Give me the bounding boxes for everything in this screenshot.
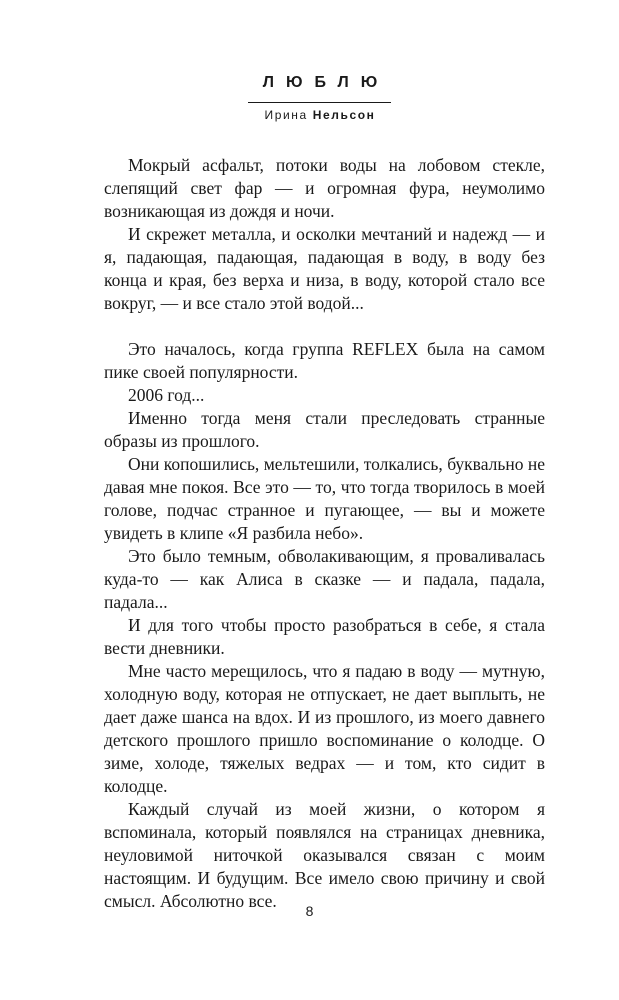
running-header — [0, 0, 619, 140]
header-rule — [248, 102, 391, 103]
author-name — [230, 108, 410, 122]
paragraph: Это началось, когда группа REFLEX была на самом пике своей популярности. — [104, 339, 545, 382]
paragraph: И скрежет металла, и осколки мечтаний и надежд — и я, падающая, падающая, падающая в воду, в воду без конца и края, без верха и низа, в воду, которой стало все вокруг, — и все стало этой водой... — [104, 224, 545, 313]
page-number: 8 — [305, 903, 314, 919]
paragraph: Мне часто мерещилось, что я падаю в воду — мутную, холодную воду, которая не отпускает, не дает выплыть, не дает даже шанса на вдох. И из прошлого, из моего давнего детского прошлого пришло воспоминание о колодце. О зиме, холоде, тяжелых ведрах — и том, кто сидит в колодце. — [104, 661, 545, 796]
book-title: ЛЮБЛЮ — [262, 74, 390, 91]
paragraph: Именно тогда меня стали преследовать странные образы из прошлого. — [104, 408, 545, 451]
paragraph: Мокрый асфальт, потоки воды на лобовом стекле, слепящий свет фар — и огромная фура, неумолимо возникающая из дождя и ночи. — [104, 155, 545, 221]
author-first-name: Ирина — [264, 108, 308, 122]
paragraph: Это было темным, обволакивающим, я проваливалась куда-то — как Алиса в сказке — и падала, падала, падала... — [104, 546, 545, 612]
author-last-name: Нельсон — [312, 108, 376, 122]
section-gap — [104, 315, 545, 338]
paragraph: Они копошились, мельтешили, толкались, буквально не давая мне покоя. Все это — то, что тогда творилось в моей голове, подчас странное и пугающее, — вы и можете увидеть в клипе «Я разбила небо». — [104, 454, 545, 543]
paragraph: И для того чтобы просто разобраться в себе, я стала вести дневники. — [104, 615, 545, 658]
page-body — [104, 154, 545, 913]
paragraph: Каждый случай из моей жизни, о котором я вспоминала, который появлялся на страницах дневника, неуловимой ниточкой оказывался связан с моим настоящим. И будущим. Все имело свою причину и свой смысл. Абсолютно все. — [104, 799, 545, 911]
paragraph: 2006 год... — [128, 385, 205, 405]
